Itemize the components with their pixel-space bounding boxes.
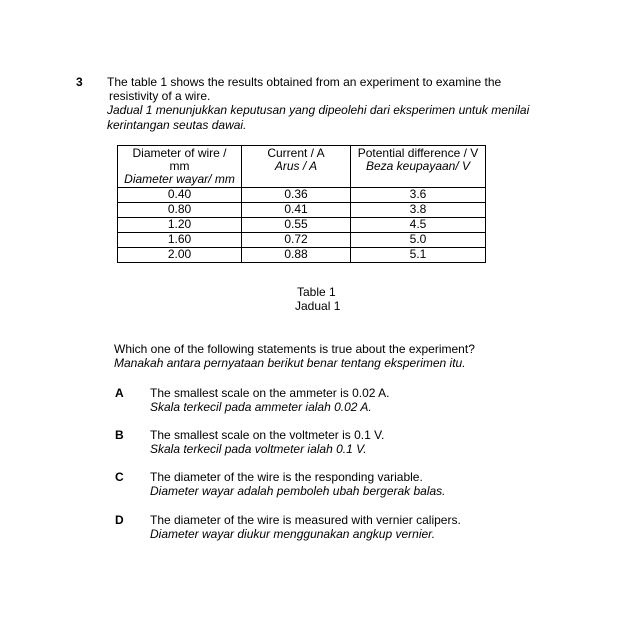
- cell-potential-difference: 5.0: [351, 233, 486, 248]
- cell-current: 0.88: [242, 248, 351, 263]
- option-letter: D: [115, 513, 124, 527]
- question-stem-ms-line1: Jadual 1 menunjukkan keputusan yang dipeolehi dari eksperimen untuk menilai: [107, 103, 530, 117]
- header-diameter: [118, 146, 242, 188]
- results-table: [117, 145, 486, 263]
- table-row: [118, 248, 486, 263]
- header-diameter-ms: Diameter wayar/ mm: [124, 172, 235, 186]
- option-letter: C: [115, 470, 124, 484]
- cell-potential-difference: 4.5: [351, 218, 486, 233]
- header-diameter-en-unit: mm: [169, 159, 190, 173]
- option-text-en: The smallest scale on the ammeter is 0.02 A.: [150, 386, 390, 400]
- table-row: [118, 233, 486, 248]
- table-caption-ms: Jadual 1: [295, 299, 341, 313]
- cell-current: 0.41: [242, 203, 351, 218]
- option-text-ms: Diameter wayar adalah pemboleh ubah bergerak balas.: [150, 484, 446, 498]
- option-text-en: The smallest scale on the voltmeter is 0.1 V.: [150, 428, 385, 442]
- table-row: [118, 203, 486, 218]
- cell-current: 0.55: [242, 218, 351, 233]
- prompt-ms: Manakah antara pernyataan berikut benar tentang eksperimen itu.: [114, 356, 466, 370]
- cell-potential-difference: 3.8: [351, 203, 486, 218]
- option-letter: B: [115, 428, 124, 442]
- option-text-ms: Skala terkecil pada ammeter ialah 0.02 A.: [150, 400, 372, 414]
- prompt-en: Which one of the following statements is true about the experiment?: [114, 342, 475, 356]
- header-current: [242, 146, 351, 188]
- table-row: [118, 218, 486, 233]
- option-text-ms: Diameter wayar diukur menggunakan angkup vernier.: [150, 527, 436, 541]
- cell-current: 0.72: [242, 233, 351, 248]
- cell-diameter: 1.60: [118, 233, 242, 248]
- header-pd-en: Potential difference / V: [357, 146, 479, 160]
- cell-current: 0.36: [242, 188, 351, 203]
- option-letter: A: [115, 386, 124, 400]
- header-pd-ms: Beza keupayaan/ V: [365, 159, 471, 173]
- table-header-row: [118, 146, 486, 188]
- cell-diameter: 0.40: [118, 188, 242, 203]
- question-stem-en-line1: The table 1 shows the results obtained from an experiment to examine the: [107, 75, 502, 89]
- option-text-ms: Skala terkecil pada voltmeter ialah 0.1 V.: [150, 442, 367, 456]
- header-current-ms: Arus / A: [274, 159, 318, 173]
- option-text-en: The diameter of the wire is measured with vernier calipers.: [150, 513, 461, 527]
- option-text-en: The diameter of the wire is the responding variable.: [150, 470, 423, 484]
- question-stem-ms-line2: kerintangan seutas dawai.: [107, 118, 247, 132]
- cell-potential-difference: 3.6: [351, 188, 486, 203]
- cell-potential-difference: 5.1: [351, 248, 486, 263]
- table-caption-en: Table 1: [297, 285, 336, 299]
- header-potential-difference: [351, 146, 486, 188]
- question-number: 3: [76, 75, 83, 89]
- table-row: [118, 188, 486, 203]
- cell-diameter: 1.20: [118, 218, 242, 233]
- header-current-en: Current / A: [267, 146, 325, 160]
- cell-diameter: 0.80: [118, 203, 242, 218]
- cell-diameter: 2.00: [118, 248, 242, 263]
- question-stem-en-line2: resistivity of a wire.: [109, 89, 211, 103]
- header-diameter-en: Diameter of wire /: [132, 146, 227, 160]
